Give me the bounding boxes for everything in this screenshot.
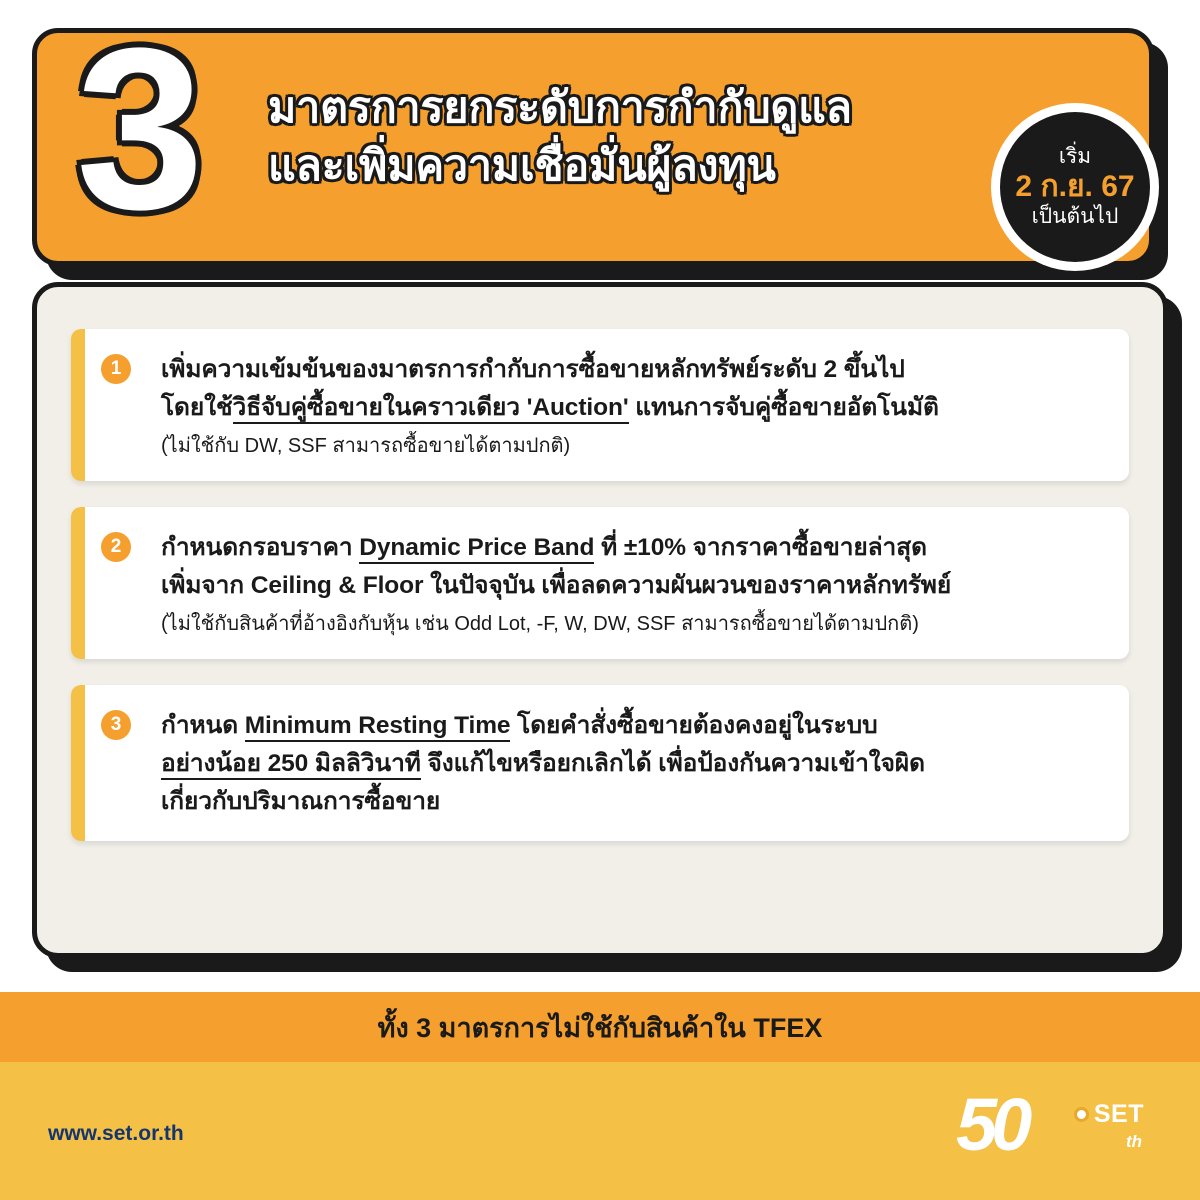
item-line-1 [161, 529, 1103, 567]
item3-text-b: โดยคำสั่งซื้อขายต้องคงอยู่ในระบบ [510, 711, 878, 739]
content-card [32, 282, 1168, 958]
item3-underlined-1: Minimum Resting Time [245, 712, 511, 742]
item-line-2 [161, 567, 1103, 605]
item-note: (ไม่ใช้กับสินค้าที่อ้างอิงกับหุ้น เช่น Odd Lot, -F, W, DW, SSF สามารถซื้อขายได้ตามปกติ) [161, 612, 919, 635]
logo-anniversary-number: 50 [956, 1083, 1027, 1166]
item-line-1 [161, 707, 1103, 745]
item3-underlined-2: อย่างน้อย 250 มิลลิวินาที [161, 750, 421, 780]
item2-text-c: เพิ่มจาก Ceiling & Floor ในปัจจุบัน เพื่อลดความผันผวนของราคาหลักทรัพย์ [161, 571, 952, 599]
item-line-1 [161, 351, 1103, 389]
list-item [71, 507, 1129, 659]
set-50th-logo [956, 1082, 1146, 1182]
list-item [71, 329, 1129, 481]
item1-text-a: เพิ่มความเข้มข้นของมาตรการกำกับการซื้อขายหลักทรัพย์ระดับ 2 ขึ้นไป [161, 356, 905, 383]
item-body [161, 529, 1103, 639]
item-accent-bar [71, 329, 85, 481]
item-body [161, 351, 1103, 461]
list-item [71, 685, 1129, 841]
item-note: (ไม่ใช้กับ DW, SSF สามารถซื้อขายได้ตามปกติ) [161, 434, 571, 457]
logo-set-lockup [1074, 1100, 1144, 1129]
item1-text-c: แทนการจับคู่ซื้อขายอัตโนมัติ [628, 393, 939, 421]
item3-text-c: จึงแก้ไขหรือยกเลิกได้ เพื่อป้องกันความเข้าใจผิด [420, 749, 925, 777]
effective-date-badge [1000, 112, 1150, 262]
item-number-badge: 3 [101, 710, 131, 740]
item-number-badge: 1 [101, 354, 131, 384]
item2-text-a: กำหนดกรอบราคา [161, 533, 360, 561]
page-title-line1: มาตรการยกระดับการกำกับดูแล [268, 84, 852, 132]
logo-th-suffix: th [1125, 1132, 1142, 1151]
item3-text-a: กำหนด [161, 711, 245, 739]
website-url[interactable]: www.set.or.th [48, 1122, 184, 1145]
item1-text-b: โดยใช้ [161, 393, 233, 421]
footer-note-strip [0, 992, 1200, 1062]
badge-line-onward: เป็นต้นไป [1031, 205, 1119, 228]
item-line-2 [161, 745, 1103, 783]
badge-line-start: เริ่ม [1058, 144, 1092, 168]
item-accent-bar [71, 685, 85, 841]
item-body [161, 707, 1103, 821]
section-number: 3 [76, 0, 204, 257]
item2-underlined: Dynamic Price Band [359, 534, 594, 564]
page-title-line2: และเพิ่มความเชื่อมั่นผู้ลงทุน [268, 141, 776, 190]
item-accent-bar [71, 507, 85, 659]
header-section [32, 0, 1168, 280]
badge-date: 2 ก.ย. 67 [1015, 170, 1135, 203]
item2-text-b: ที่ ±10% จากราคาซื้อขายล่าสุด [594, 533, 927, 561]
item-line-3: เกี่ยวกับปริมาณการซื้อขาย [161, 787, 441, 815]
set-dot-icon [1074, 1107, 1089, 1122]
item-number-badge: 2 [101, 532, 131, 562]
page-title [268, 80, 1028, 195]
item-line-2 [161, 389, 1103, 427]
footer-note-text: ทั้ง 3 มาตรการไม่ใช้กับสินค้าใน TFEX [377, 1012, 823, 1043]
item1-underlined: วิธีจับคู่ซื้อขายในคราวเดียว 'Auction' [233, 394, 629, 424]
content-section [32, 282, 1182, 972]
logo-set-text: SET [1093, 1100, 1144, 1128]
